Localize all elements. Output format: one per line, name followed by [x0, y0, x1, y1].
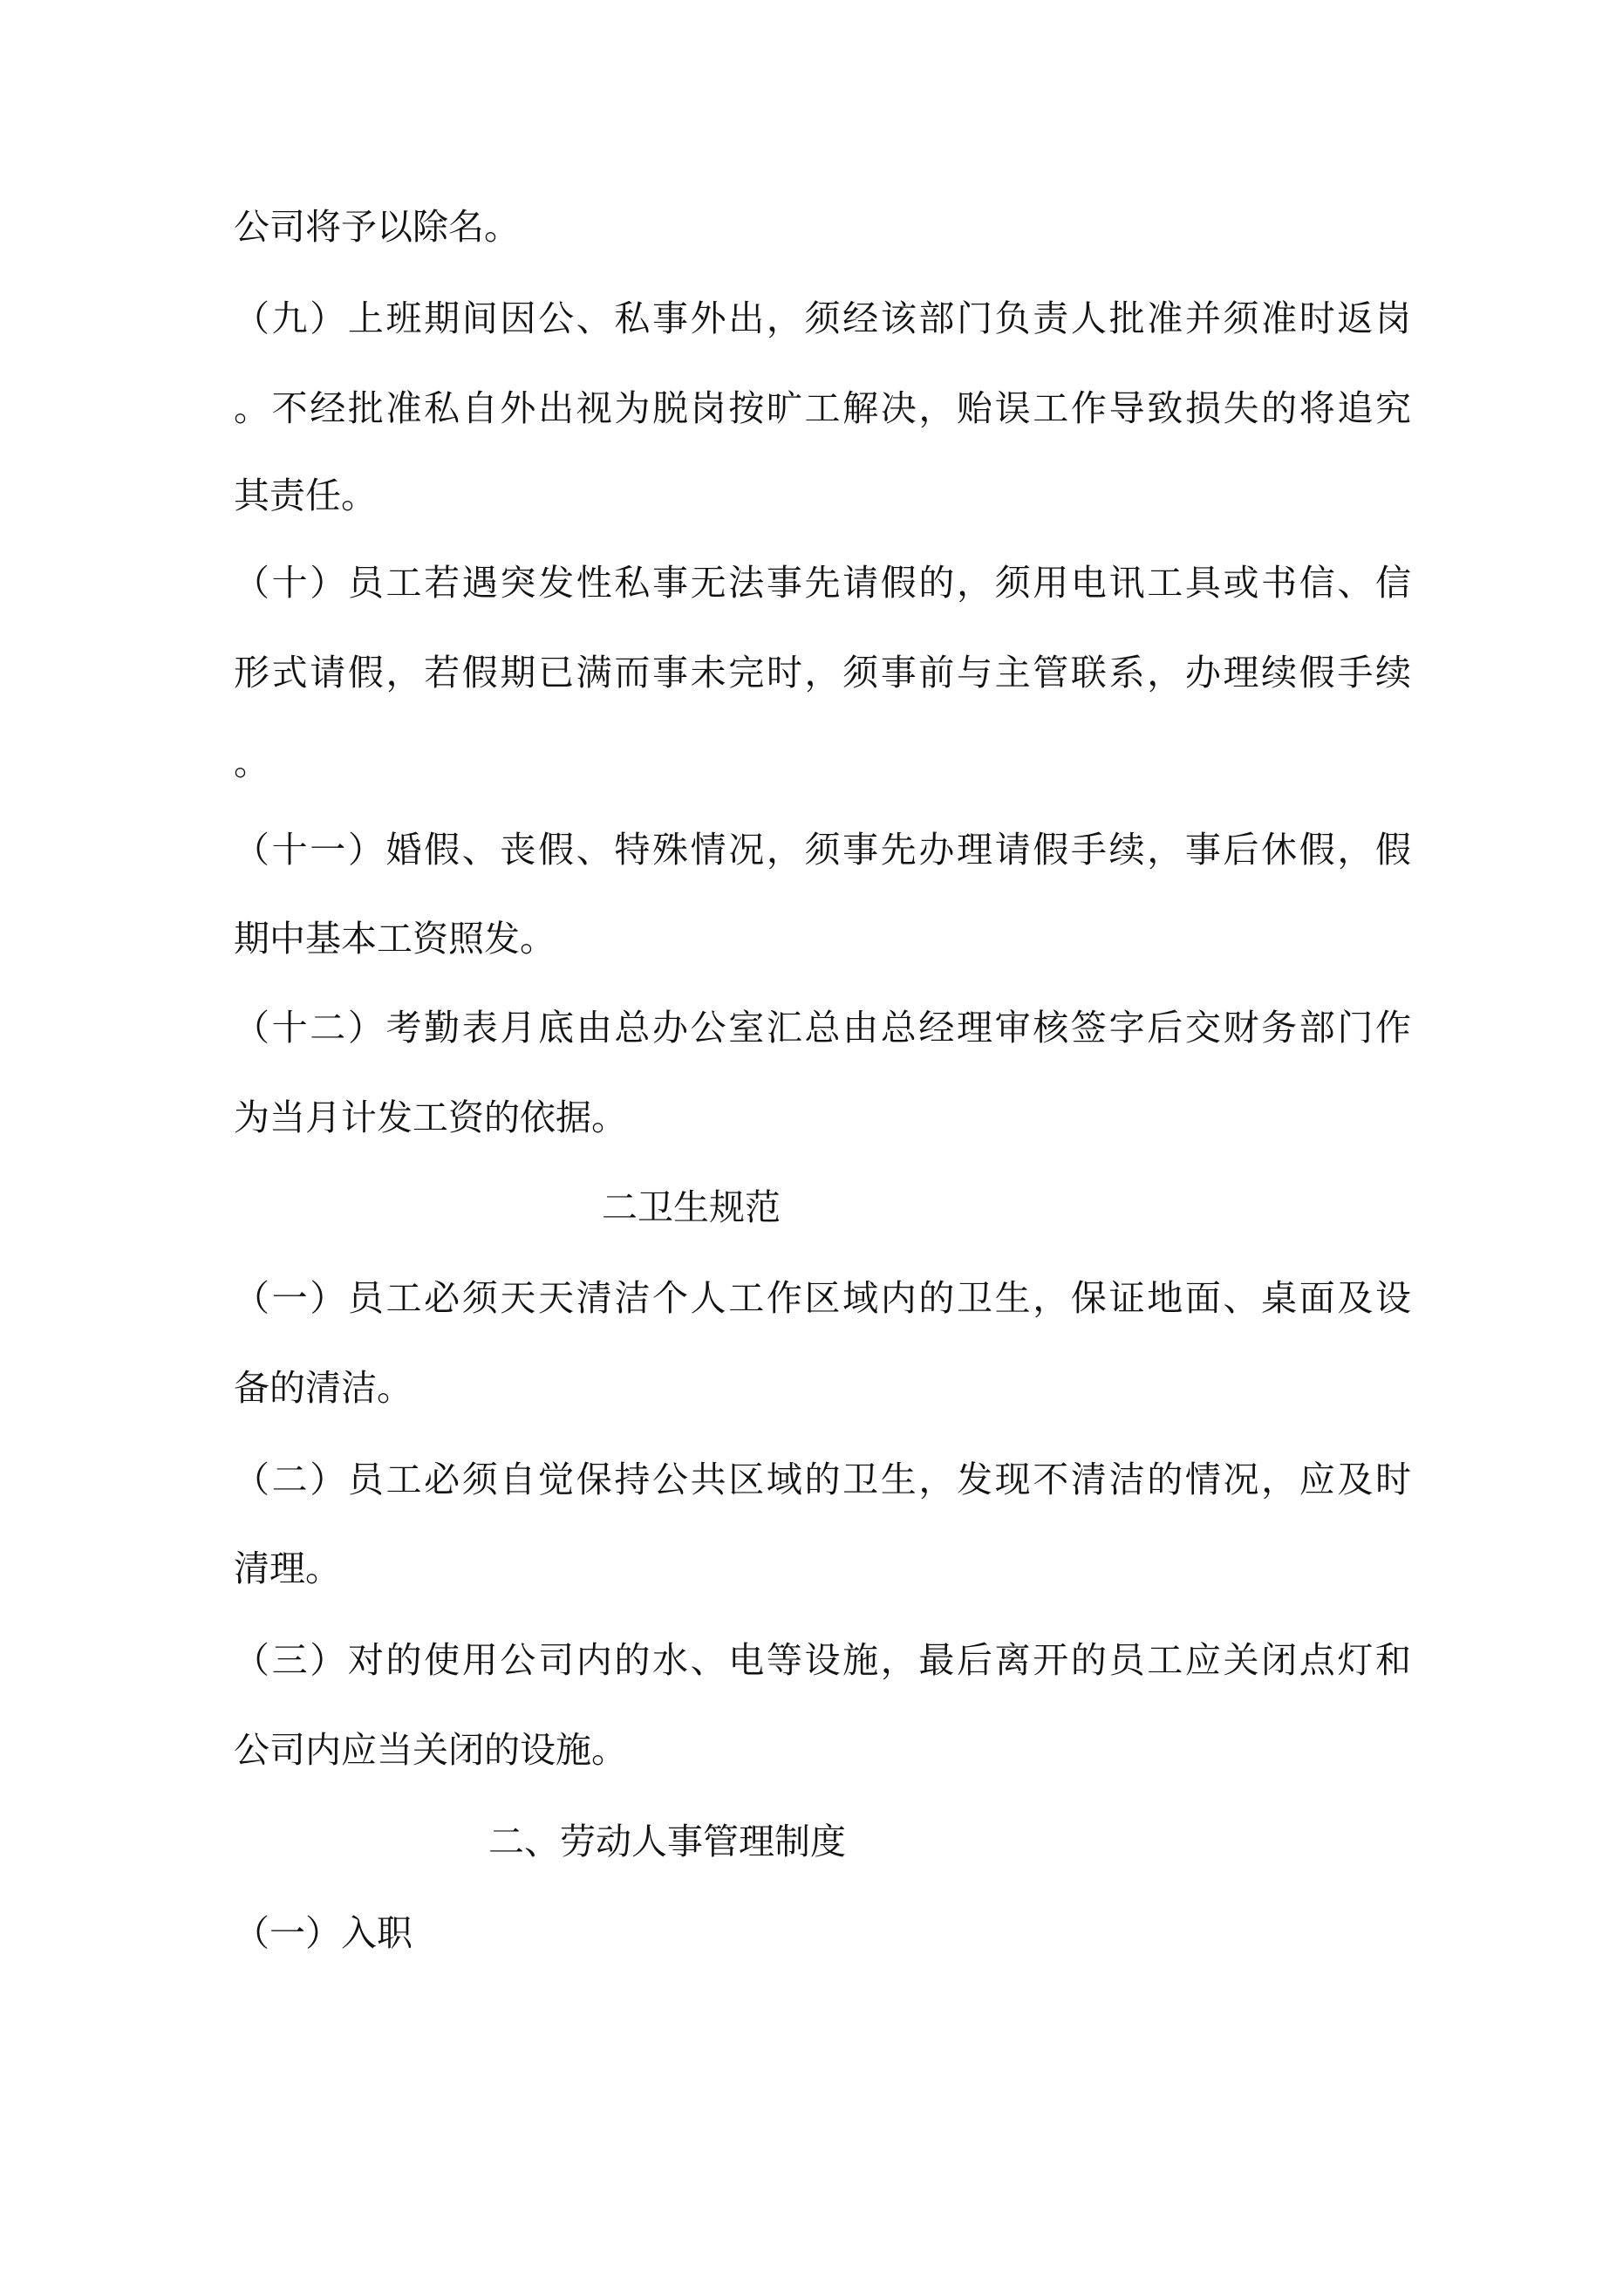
- text-line: （十二）考勤表月底由总办公室汇总由总经理审核签字后交财务部门作: [234, 1007, 1411, 1049]
- text-line: （三）对的使用公司内的水、电等设施，最后离开的员工应关闭点灯和: [234, 1639, 1411, 1681]
- section-heading: 二卫生规范: [602, 1186, 781, 1228]
- section-heading: 二、劳动人事管理制度: [488, 1821, 846, 1862]
- text-line: 形式请假，若假期已满而事未完时，须事前与主管联系，办理续假手续: [234, 652, 1411, 694]
- text-line: （十）员工若遇突发性私事无法事先请假的，须用电讯工具或书信、信: [234, 562, 1411, 604]
- text-line: （一）员工必须天天清洁个人工作区域内的卫生，保证地面、桌面及设: [234, 1277, 1411, 1319]
- text-line: 其责任。: [234, 475, 377, 516]
- text-line: （二）员工必须自觉保持公共区域的卫生，发现不清洁的情况，应及时: [234, 1459, 1411, 1500]
- text-line: （一）入职: [234, 1912, 413, 1954]
- text-line: 为当月计发工资的依据。: [234, 1097, 627, 1138]
- text-line: 期中基本工资照发。: [234, 918, 556, 960]
- text-line: 清理。: [234, 1548, 341, 1589]
- text-line: （九）上班期间因公、私事外出，须经该部门负责人批准并须准时返岗: [234, 297, 1411, 339]
- text-line: 。: [234, 741, 269, 783]
- text-line: 公司将予以除名。: [234, 206, 520, 248]
- text-line: （十一）婚假、丧假、特殊情况，须事先办理请假手续，事后休假，假: [234, 829, 1411, 871]
- text-line: 公司内应当关闭的设施。: [234, 1729, 627, 1771]
- text-line: 备的清洁。: [234, 1367, 413, 1409]
- text-line: 。不经批准私自外出视为脱岗按旷工解决，贻误工作导致损失的将追究: [234, 387, 1411, 429]
